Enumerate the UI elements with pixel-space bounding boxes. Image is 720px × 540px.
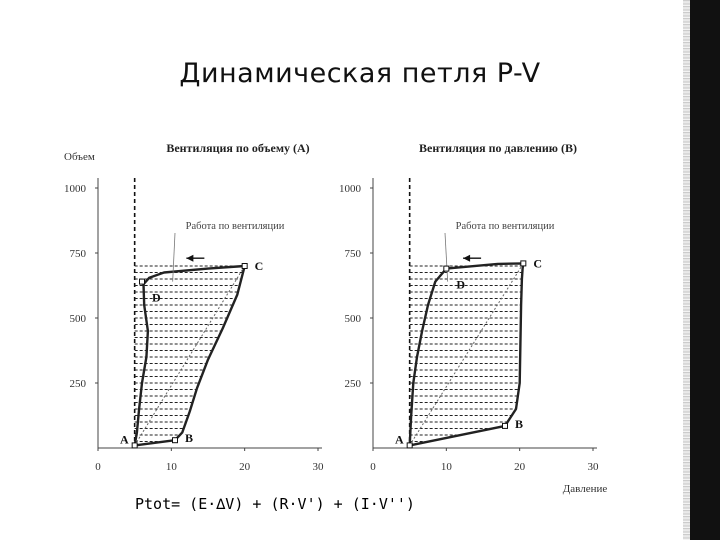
- chart2-xlabel: Давление: [562, 483, 608, 495]
- chart2-point-label-d: D: [456, 277, 466, 292]
- chart2-point-marker-d: [444, 266, 449, 271]
- chart1-annotation-pointer: [173, 233, 175, 282]
- chart1-point-label-b: B: [185, 431, 194, 446]
- work-formula: Ptot= (E·∆V) + (R·V') + (I·V''): [135, 495, 415, 513]
- chart2-x-tick-label: 10: [440, 461, 452, 473]
- chart2-point-marker-a: [407, 443, 412, 448]
- chart1-point-label-d: D: [152, 290, 161, 305]
- chart2-annotation: Работа по вентиляции: [455, 221, 555, 232]
- chart2-y-tick-label: 750: [344, 248, 361, 260]
- chart2-point-marker-c: [521, 261, 526, 266]
- chart1-point-marker-a: [132, 443, 137, 448]
- chart1-y-tick-label: 500: [69, 313, 86, 325]
- chart2-title: Вентиляция по давлению (В): [419, 141, 577, 155]
- chart1-x-tick-label: 0: [95, 461, 101, 473]
- chart1-point-marker-b: [173, 438, 178, 443]
- chart1-y-tick-label: 1000: [64, 183, 86, 195]
- chart1-direction-arrowhead: [186, 255, 193, 262]
- chart1-x-tick-label: 10: [165, 461, 177, 473]
- chart1-point-label-a: A: [119, 432, 129, 447]
- chart1-x-tick-label: 30: [312, 461, 324, 473]
- chart1-title: Вентиляция по объему (А): [166, 141, 310, 155]
- chart2-annotation-pointer: [445, 233, 448, 282]
- chart1-ylabel: Объем: [64, 151, 95, 163]
- chart2-x-tick-label: 0: [370, 461, 376, 473]
- slide-title: Динамическая петля P-V: [179, 58, 541, 89]
- chart1-point-marker-d: [140, 279, 145, 284]
- chart2-x-tick-label: 30: [587, 461, 599, 473]
- chart1-y-tick-label: 750: [69, 248, 86, 260]
- chart2-compliance-line: [410, 263, 524, 445]
- chart2-y-tick-label: 1000: [339, 183, 361, 195]
- chart2-x-tick-label: 20: [514, 461, 526, 473]
- chart2-point-label-c: C: [533, 256, 543, 271]
- chart2-point-label-a: A: [394, 432, 404, 447]
- chart1-point-label-c: C: [254, 259, 264, 273]
- chart1-y-tick-label: 250: [69, 378, 86, 390]
- chart2-y-tick-label: 500: [344, 313, 361, 325]
- chart2-point-label-b: B: [515, 416, 524, 431]
- chart1-point-marker-c: [242, 264, 247, 269]
- chart2-y-tick-label: 250: [344, 378, 361, 390]
- chart2-direction-arrowhead: [463, 255, 470, 262]
- chart1-annotation: Работа по вентиляции: [185, 221, 285, 232]
- chart1-x-tick-label: 20: [239, 461, 251, 473]
- chart2-point-marker-b: [503, 423, 508, 428]
